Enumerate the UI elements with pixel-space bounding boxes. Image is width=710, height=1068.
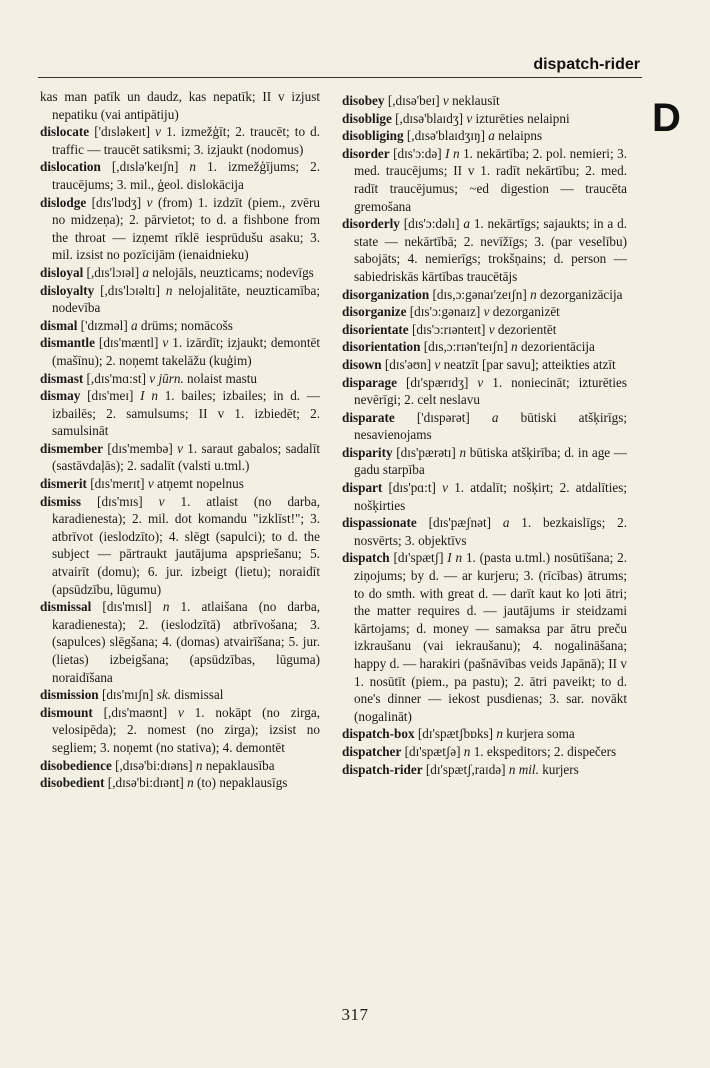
dictionary-entry	[40, 317, 320, 335]
dictionary-entry	[342, 321, 627, 339]
right-column	[342, 92, 627, 778]
pronunciation: [,dɪs'lɔɪəl]	[86, 264, 140, 280]
dictionary-entry	[342, 743, 627, 761]
pronunciation: [dɪs,ɔ:gənaɪ'zeɪʃn]	[432, 286, 527, 302]
definition: 1. izārdīt; izjaukt; demontēt (mašīnu); 2. noņemt takelāžu (kuģim)	[52, 335, 320, 368]
part-of-speech: I n	[140, 388, 158, 404]
part-of-speech: v	[146, 194, 153, 210]
definition: izturēties nelaipni	[475, 110, 570, 126]
dictionary-entry	[342, 549, 627, 725]
definition: 1. izmežģījums; 2. traucējums; 3. mil., ģeol. dislokācija	[52, 159, 320, 192]
headword: disloyal	[40, 264, 84, 280]
pronunciation: [,dɪsə'blaɪdʒɪŋ]	[406, 128, 485, 144]
dictionary-entry	[40, 704, 320, 757]
definition: 1. (pasta u.tml.) nosūtīšana; 2. ziņojums; by d. — ar kurjeru; 3. (rīcības) ātrums; to do smth. with great d. — darīt kaut ko ļoti ātri; the matter requires d. — jautājums ir steidzami kārtojams; d. money — samaksa par ātru preču izkraušanu (vai iekraušanu); 4. nogalināšana; happy d. — harakiri (pašnāvības veids Japānā); II v 1. nosūtīt (piem., pa pastu); 2. ātri paveikt; to d. one's dinner — iekost pusdienas; 3. sar. novākt (nogalināt)	[354, 550, 627, 724]
definition: dezorganizēt	[492, 304, 560, 320]
dictionary-entry	[40, 194, 320, 264]
definition: (to) nepaklausīgs	[196, 775, 288, 791]
part-of-speech: v	[147, 476, 154, 492]
pronunciation: [dɪs'merɪt]	[90, 476, 145, 492]
headword: dismissal	[40, 599, 92, 615]
pronunciation: [dɪs'mɪʃn]	[101, 687, 154, 703]
headword: dispatch	[342, 550, 390, 566]
dictionary-entry	[342, 215, 627, 285]
part-of-speech: v	[466, 110, 473, 126]
part-of-speech: v	[442, 93, 449, 108]
headword: dispassionate	[342, 515, 417, 531]
part-of-speech: a	[491, 409, 499, 425]
headword: disloyalty	[40, 282, 95, 298]
section-letter: D	[652, 96, 681, 140]
dictionary-entry	[40, 88, 320, 123]
dictionary-entry	[342, 514, 627, 549]
headword: disparage	[342, 374, 397, 390]
pronunciation: [,dɪsə'bi:dɪənt]	[107, 775, 184, 791]
dictionary-entry	[40, 370, 320, 388]
pronunciation: [,dɪsə'beɪ]	[387, 93, 440, 108]
headword: disorder	[342, 145, 390, 161]
part-of-speech: I n	[445, 145, 460, 161]
definition: 1. saraut gabalos; sadalīt (sastāvdaļās); 2. sadalīt (valsti u.tml.)	[52, 440, 320, 474]
definition: 1. atlaist (no darba, karadienesta); 2. mil. dot komandu "izklīst!"; 3. atbrīvot (ieslodzīto); 4. slēgt (sapulci); to d. the subject — pārtraukt jautājuma apspriešanu; 5. atvairīt (domu); 6. jur. izbeigt (lietu); noraidīt (apsūdzību, lūgumu)	[52, 493, 320, 597]
headword: dispatcher	[342, 743, 402, 759]
definition: nelojāls, neuzticams; nodevīgs	[152, 264, 314, 280]
part-of-speech: v	[488, 321, 495, 337]
dictionary-entry	[342, 303, 627, 321]
headword: dispart	[342, 480, 383, 496]
dictionary-entry	[40, 598, 320, 686]
dictionary-entry	[40, 686, 320, 704]
definition: dezorientēt	[497, 321, 557, 337]
headword: disobliging	[342, 128, 404, 144]
pronunciation: [dɪs'mɪs]	[97, 493, 143, 509]
headword: disorientate	[342, 321, 409, 337]
definition: kurjers	[542, 761, 579, 777]
definition: būtiska atšķirība; d. in age — gadu starpība	[354, 444, 627, 478]
part-of-speech: v	[477, 374, 484, 390]
dictionary-entry	[342, 444, 627, 479]
headword: dislocation	[40, 159, 101, 175]
dictionary-entry	[40, 774, 320, 792]
part-of-speech: n	[496, 726, 503, 742]
dictionary-entry	[342, 356, 627, 374]
definition: 1. atdalīt; nošķirt; 2. atdalīties; nošķirties	[354, 480, 627, 513]
headword: disorganize	[342, 304, 407, 320]
headword: dismiss	[40, 493, 82, 509]
part-of-speech: n mil.	[508, 761, 539, 777]
pronunciation: [dɪs'lɒdʒ]	[91, 194, 142, 210]
definition: 1. nekārtība; 2. pol. nemieri; 3. med. traucējums; II v 1. radīt nekārtību; 2. med. radīt traucējumus; ~ed digestion — traucēta gremošana	[354, 145, 627, 214]
definition: 1. nekārtīgs; sajaukts; in a d. state — nekārtībā; 2. nevīžīgs; 3. (par veselību) sabojāts; 4. nemierīgs; trokšņains; d. person — sabiedriskās kārtības traucētājs	[354, 216, 627, 284]
pronunciation: [dɪs'ɔ:də]	[393, 145, 442, 161]
part-of-speech: I n	[447, 550, 463, 566]
dictionary-entry	[40, 334, 320, 369]
headword: dismast	[40, 370, 84, 386]
headword: disparity	[342, 444, 393, 460]
definition: kurjera soma	[506, 726, 575, 742]
definition: dismissal	[174, 687, 224, 703]
pronunciation: [,dɪs'lɔɪəltɪ]	[100, 282, 160, 298]
definition: kas man patīk un daudz, kas nepatīk; II v izjust nepatiku (vai antipātiju)	[40, 89, 320, 122]
pronunciation: [dɪ'spærɪdʒ]	[405, 374, 469, 390]
part-of-speech: a	[463, 216, 470, 232]
part-of-speech: a	[142, 264, 149, 280]
part-of-speech: v	[158, 493, 165, 509]
pronunciation: [dɪ'spætʃbɒks]	[417, 726, 494, 742]
pronunciation: [dɪs'pærətɪ]	[396, 444, 456, 460]
part-of-speech: v	[442, 480, 448, 496]
pronunciation: ['dɪzməl]	[80, 317, 128, 333]
dictionary-entry	[40, 264, 320, 282]
part-of-speech: v	[155, 124, 161, 140]
headword: dismantle	[40, 335, 95, 351]
headword: dismount	[40, 704, 93, 720]
definition: 1. bezkaislīgs; 2. nosvērts; 3. objektīvs	[354, 515, 627, 548]
part-of-speech: v jūrn.	[149, 370, 184, 386]
headword: dispatch-rider	[342, 761, 423, 777]
definition: nelojalitāte, neuzticamība; nodevība	[52, 282, 320, 316]
dictionary-entry	[342, 110, 627, 128]
definition: nolaist mastu	[187, 370, 257, 386]
pronunciation: [dɪs'membə]	[107, 440, 173, 456]
definition: dezorganizācija	[539, 286, 623, 302]
page-number: 317	[341, 1005, 369, 1024]
dictionary-entry	[342, 761, 627, 779]
headword: disobey	[342, 93, 385, 108]
pronunciation: [dɪs'ɔ:gənaɪz]	[409, 304, 481, 320]
pronunciation: ['dɪsləkeɪt]	[94, 124, 151, 140]
pronunciation: [dɪ'spætʃ,raɪdə]	[425, 761, 506, 777]
dictionary-entry	[40, 158, 320, 193]
headword: dispatch-box	[342, 726, 415, 742]
headword: disobedience	[40, 757, 112, 773]
dictionary-entry	[342, 286, 627, 304]
part-of-speech: a	[488, 128, 495, 144]
dictionary-entry	[40, 440, 320, 475]
definition: nepaklausība	[205, 757, 275, 773]
headword: dislodge	[40, 194, 87, 210]
dictionary-entry	[342, 127, 627, 145]
headword: dismember	[40, 440, 103, 456]
header-rule	[38, 77, 642, 78]
dictionary-entry	[342, 374, 627, 409]
pronunciation: [dɪ'spætʃə]	[404, 743, 461, 759]
definition: dezorientācija	[520, 339, 595, 355]
headword: disparate	[342, 409, 395, 425]
headword: dismay	[40, 388, 81, 404]
dictionary-entry	[342, 145, 627, 215]
pronunciation: [dɪs'mæntl]	[98, 335, 159, 351]
pronunciation: [,dɪsə'blaɪdʒ]	[395, 110, 464, 126]
part-of-speech: n	[162, 599, 170, 615]
definition: atņemt nopelnus	[157, 476, 244, 492]
headword: dismal	[40, 317, 78, 333]
headword: dislocate	[40, 124, 90, 140]
definition: 1. bailes; izbailes; in d. — izbailēs; 2. samulsums; II v 1. izbiedēt; 2. samulsināt	[52, 388, 320, 439]
part-of-speech: n	[459, 444, 467, 460]
part-of-speech: v	[483, 304, 490, 320]
part-of-speech: n	[530, 286, 537, 302]
definition: 1. atlaišana (no darba, karadienesta); 2. (ieslodzītā) atbrīvošana; 3. (sapulces) slēgšana; 4. (domas) atvairīšana; 5. jur. (lietas) izbeigšana; (apsūdzības, lūguma) noraidīšana	[52, 599, 320, 685]
part-of-speech: sk.	[156, 687, 171, 703]
part-of-speech: a	[131, 317, 138, 333]
pronunciation: [,dɪs'maʊnt]	[103, 704, 168, 720]
pronunciation: [dɪ'spætʃ]	[393, 550, 444, 566]
dictionary-entry	[342, 409, 627, 444]
headword: disorderly	[342, 216, 400, 232]
definition: būtiski atšķirīgs; nesavienojams	[354, 409, 627, 443]
part-of-speech: n	[189, 159, 197, 175]
pronunciation: [dɪs'pæʃnət]	[428, 515, 492, 531]
definition: 1. noniecināt; izturēties nevērīgi; 2. celt neslavu	[354, 374, 627, 408]
definition: 1. nokāpt (no zirga, velosipēda); 2. nomest (no zirga); izsist no segliem; 3. noņemt (no stativa); 4. demontēt	[52, 704, 320, 755]
headword: disorientation	[342, 339, 421, 355]
dictionary-entry	[40, 282, 320, 317]
pronunciation: [,dɪs'mɑ:st]	[86, 370, 146, 386]
dictionary-entry	[40, 387, 320, 440]
pronunciation: [dɪs'əʊn]	[384, 356, 432, 372]
pronunciation: [dɪs'meɪ]	[87, 388, 134, 404]
definition: 1. izmežģīt; 2. traucēt; to d. traffic — traucēt satiksmi; 3. izjaukt (nodomus)	[52, 124, 320, 157]
part-of-speech: v	[162, 335, 169, 351]
dictionary-entry	[342, 479, 627, 514]
part-of-speech: v	[177, 440, 183, 456]
dictionary-entry	[40, 757, 320, 775]
guide-word: dispatch-rider	[533, 56, 640, 73]
part-of-speech: n	[165, 282, 173, 298]
headword: disorganization	[342, 286, 430, 302]
pronunciation: [dɪs'ɔ:dəlɪ]	[403, 216, 460, 232]
pronunciation: [,dɪsə'bi:dɪəns]	[115, 757, 193, 773]
definition: (from) 1. izdzīt (piem., zvēru no midzeņa); 2. pārvietot; to d. a fishbone from the throat — izņemt rīklē iesprūdušu asaku; 3. mil. izsist no pozīcijām (ienaidnieku)	[52, 194, 320, 263]
headword: disoblige	[342, 110, 392, 126]
part-of-speech: n	[463, 743, 471, 759]
dictionary-entry	[40, 493, 320, 599]
dictionary-entry	[342, 725, 627, 743]
dictionary-entry	[40, 475, 320, 493]
part-of-speech: v	[177, 704, 184, 720]
dictionary-entry	[342, 338, 627, 356]
left-column	[40, 88, 320, 792]
definition: neatzīt [par savu]; atteikties atzīt	[443, 356, 616, 372]
headword: dismission	[40, 687, 99, 703]
part-of-speech: a	[502, 515, 510, 531]
headword: disobedient	[40, 775, 105, 791]
pronunciation: [dɪs'pɑ:t]	[388, 480, 436, 496]
part-of-speech: n	[511, 339, 518, 355]
pronunciation: [,dɪslə'keɪʃn]	[111, 159, 179, 175]
pronunciation: ['dɪspərət]	[416, 409, 470, 425]
definition: drūms; nomācošs	[140, 317, 233, 333]
definition: nelaipns	[498, 128, 543, 144]
pronunciation: [dɪs'ɔ:rɪənteɪt]	[411, 321, 486, 337]
part-of-speech: n	[187, 775, 194, 791]
part-of-speech: n	[195, 757, 203, 773]
headword: dismerit	[40, 476, 87, 492]
headword: disown	[342, 356, 382, 372]
pronunciation: [dɪs'mɪsl]	[102, 599, 152, 615]
definition: 1. ekspeditors; 2. dispečers	[473, 743, 617, 759]
pronunciation: [dɪs,ɔ:rɪən'teɪʃn]	[423, 339, 508, 355]
definition: neklausīt	[452, 93, 500, 108]
dictionary-entry	[342, 92, 627, 110]
dictionary-entry	[40, 123, 320, 158]
part-of-speech: v	[434, 356, 441, 372]
